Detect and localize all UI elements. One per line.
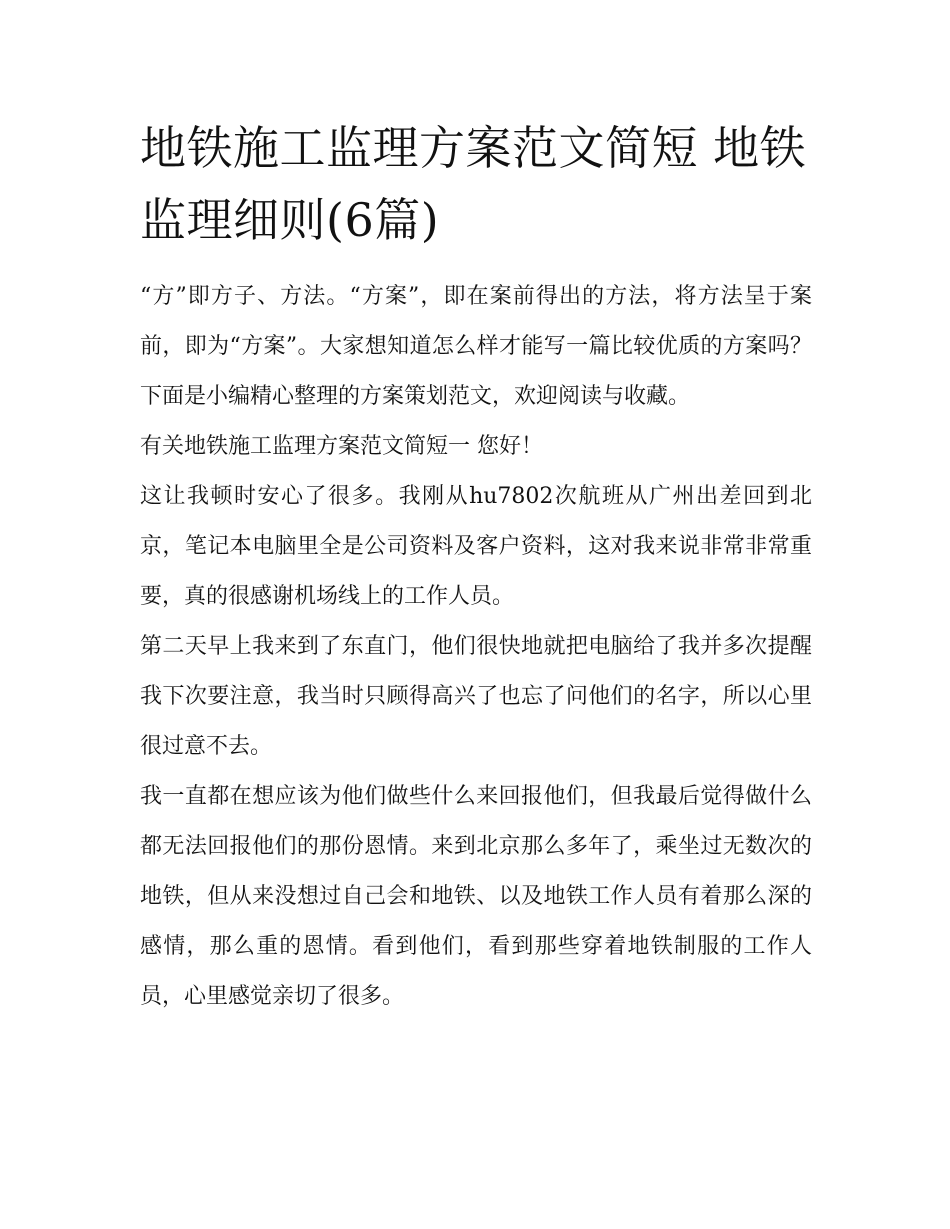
intro-paragraph: “方”即方子、方法。“方案”，即在案前得出的方法，将方法呈于案前，即为“方案”。大家想知道怎么样才能写一篇比较优质的方案吗？下面是小编精心整理的方案策划范文，欢迎阅读与收藏。: [140, 284, 812, 409]
body-paragraph: 这让我顿时安心了很多。我刚从hu7802次航班从广州出差回到北京，笔记本电脑里全是公司资料及客户资料，这对我来说非常非常重要，真的很感谢机场线上的工作人员。: [140, 484, 812, 609]
body-paragraph: 第二天早上我来到了东直门，他们很快地就把电脑给了我并多次提醒我下次要注意，我当时只顾得高兴了也忘了问他们的名字，所以心里很过意不去。: [140, 634, 812, 759]
section-heading-paragraph: 有关地铁施工监理方案范文简短一 您好！: [140, 434, 543, 459]
document-title: 地铁施工监理方案范文简短 地铁监理细则(6篇): [140, 121, 807, 247]
document-page: [140, 112, 812, 1022]
body-paragraph: 我一直都在想应该为他们做些什么来回报他们，但我最后觉得做什么都无法回报他们的那份恩情。来到北京那么多年了，乘坐过无数次的地铁，但从来没想过自己会和地铁、以及地铁工作人员有着那么深的感情，那么重的恩情。看到他们，看到那些穿着地铁制服的工作人员，心里感觉亲切了很多。: [140, 784, 812, 1009]
